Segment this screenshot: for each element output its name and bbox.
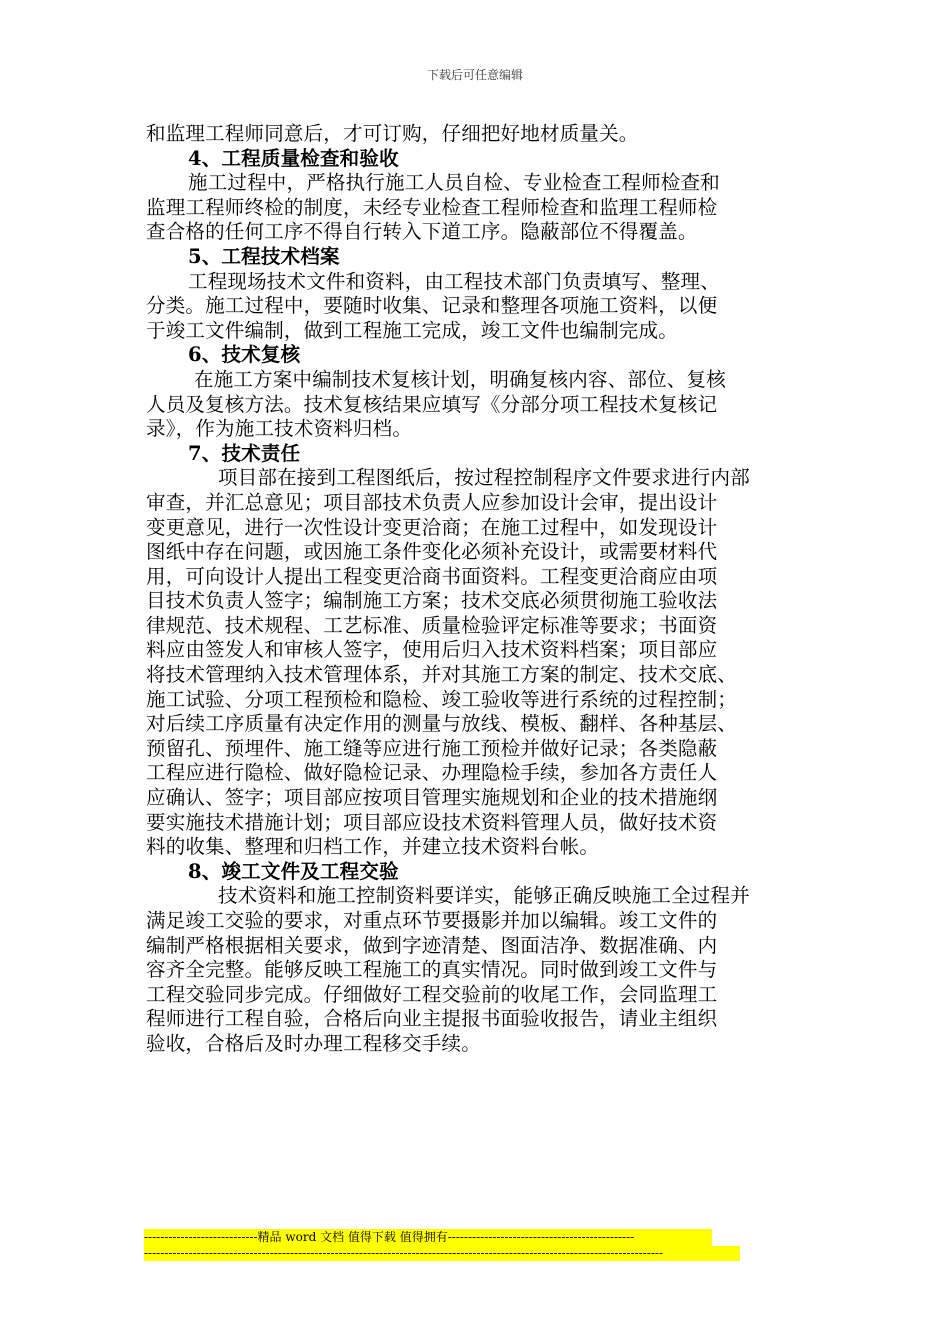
section-heading: 8、竣工文件及工程交验 [188, 859, 399, 883]
footer-banner: ----------------------------精品 word 文档 值得下载 值得拥有---------------------------------------------- [144, 1229, 712, 1246]
footer-divider: -------------------------------------------------------------------------------------------------------------------------------- [144, 1246, 740, 1261]
paragraph-line: 满足竣工交验的要求，对重点环节要摄影并加以编辑。竣工文件的 [146, 909, 718, 932]
paragraph-line: 工程现场技术文件和资料，由工程技术部门负责填写、整理、 [188, 269, 720, 293]
paragraph-line: 应确认、签字；项目部应按项目管理实施规划和企业的技术措施纲 [146, 786, 718, 810]
paragraph-line: 要实施技术措施计划；项目部应设技术资料管理人员，做好技术资 [146, 810, 718, 834]
paragraph-line: 律规范、技术规程、工艺标准、质量检验评定标准等要求；书面资 [146, 613, 718, 637]
paragraph-line: 用，可向设计人提出工程变更洽商书面资料。工程变更洽商应由项 [146, 564, 718, 588]
paragraph-line: 料应由签发人和审核人签字，使用后归入技术资料档案；项目部应 [146, 638, 718, 662]
paragraph-line: 容齐全完整。能够反映工程施工的真实情况。同时做到竣工文件与 [146, 958, 718, 982]
paragraph-line: 验收，合格后及时办理工程移交手续。 [146, 1031, 481, 1055]
paragraph-line: 料的收集、整理和归档工作，并建立技术资料台帐。 [146, 835, 600, 859]
paragraph-line: 审查，并汇总意见；项目部技术负责人应参加设计会审，提出设计 [146, 490, 718, 514]
section-heading: 4、工程质量检查和验收 [188, 146, 399, 170]
paragraph-line: 变更意见，进行一次性设计变更洽商；在施工过程中，如发现设计 [146, 515, 718, 539]
paragraph-line: 目技术负责人签字；编制施工方案；技术交底必须贯彻施工验收法 [146, 589, 718, 613]
paragraph-line: 工程交验同步完成。仔细做好工程交验前的收尾工作，会同监理工 [146, 982, 718, 1006]
document-body [146, 122, 806, 1057]
paragraph-line: 录》，作为施工技术资料归档。 [146, 417, 413, 441]
page-header: 下载后可任意编辑 [426, 68, 523, 82]
section-heading: 6、技术复核 [188, 343, 301, 367]
paragraph-line: 技术资料和施工控制资料要详实，能够正确反映施工全过程并 [218, 884, 750, 908]
paragraph-line: 于竣工文件编制，做到工程施工完成，竣工文件也编制完成。 [146, 318, 678, 342]
paragraph-line: 工程应进行隐检、做好隐检记录、办理隐检手续，参加各方责任人 [146, 761, 718, 785]
paragraph-line: 在施工方案中编制技术复核计划，明确复核内容、部位、复核 [194, 367, 726, 391]
paragraph-line: 程师进行工程自验，合格后向业主提报书面验收报告，请业主组织 [146, 1007, 718, 1031]
paragraph-line: 施工试验、分项工程预检和隐检、竣工验收等进行系统的过程控制； [146, 687, 738, 711]
paragraph-line: 项目部在接到工程图纸后，按过程控制程序文件要求进行内部 [218, 466, 750, 490]
paragraph-line: 图纸中存在问题，或因施工条件变化必须补充设计，或需要材料代 [146, 540, 718, 564]
paragraph-line: 编制严格根据相关要求，做到字迹清楚、图面洁净、数据准确、内 [146, 933, 718, 957]
paragraph-line: 分类。施工过程中，要随时收集、记录和整理各项施工资料，以便 [146, 294, 718, 318]
paragraph-line: 将技术管理纳入技术管理体系，并对其施工方案的制定、技术交底、 [146, 663, 738, 687]
paragraph-line: 对后续工序质量有决定作用的测量与放线、模板、翻样、各种基层、 [146, 712, 738, 736]
paragraph-line: 监理工程师终检的制度，未经专业检查工程师检查和监理工程师检 [146, 195, 718, 219]
paragraph-line: 施工过程中，严格执行施工人员自检、专业检查工程师检查和 [188, 171, 720, 195]
paragraph-line: 查合格的任何工序不得自行转入下道工序。隐蔽部位不得覆盖。 [146, 220, 698, 244]
paragraph-line: 人员及复核方法。技术复核结果应填写《分部分项工程技术复核记 [146, 392, 718, 416]
paragraph-line: 和监理工程师同意后，才可订购，仔细把好地材质量关。 [146, 122, 639, 145]
section-heading: 5、工程技术档案 [188, 244, 340, 268]
section-heading: 7、技术责任 [188, 441, 301, 465]
paragraph-line: 预留孔、预埋件、施工缝等应进行施工预检并做好记录；各类隐蔽 [146, 736, 718, 760]
